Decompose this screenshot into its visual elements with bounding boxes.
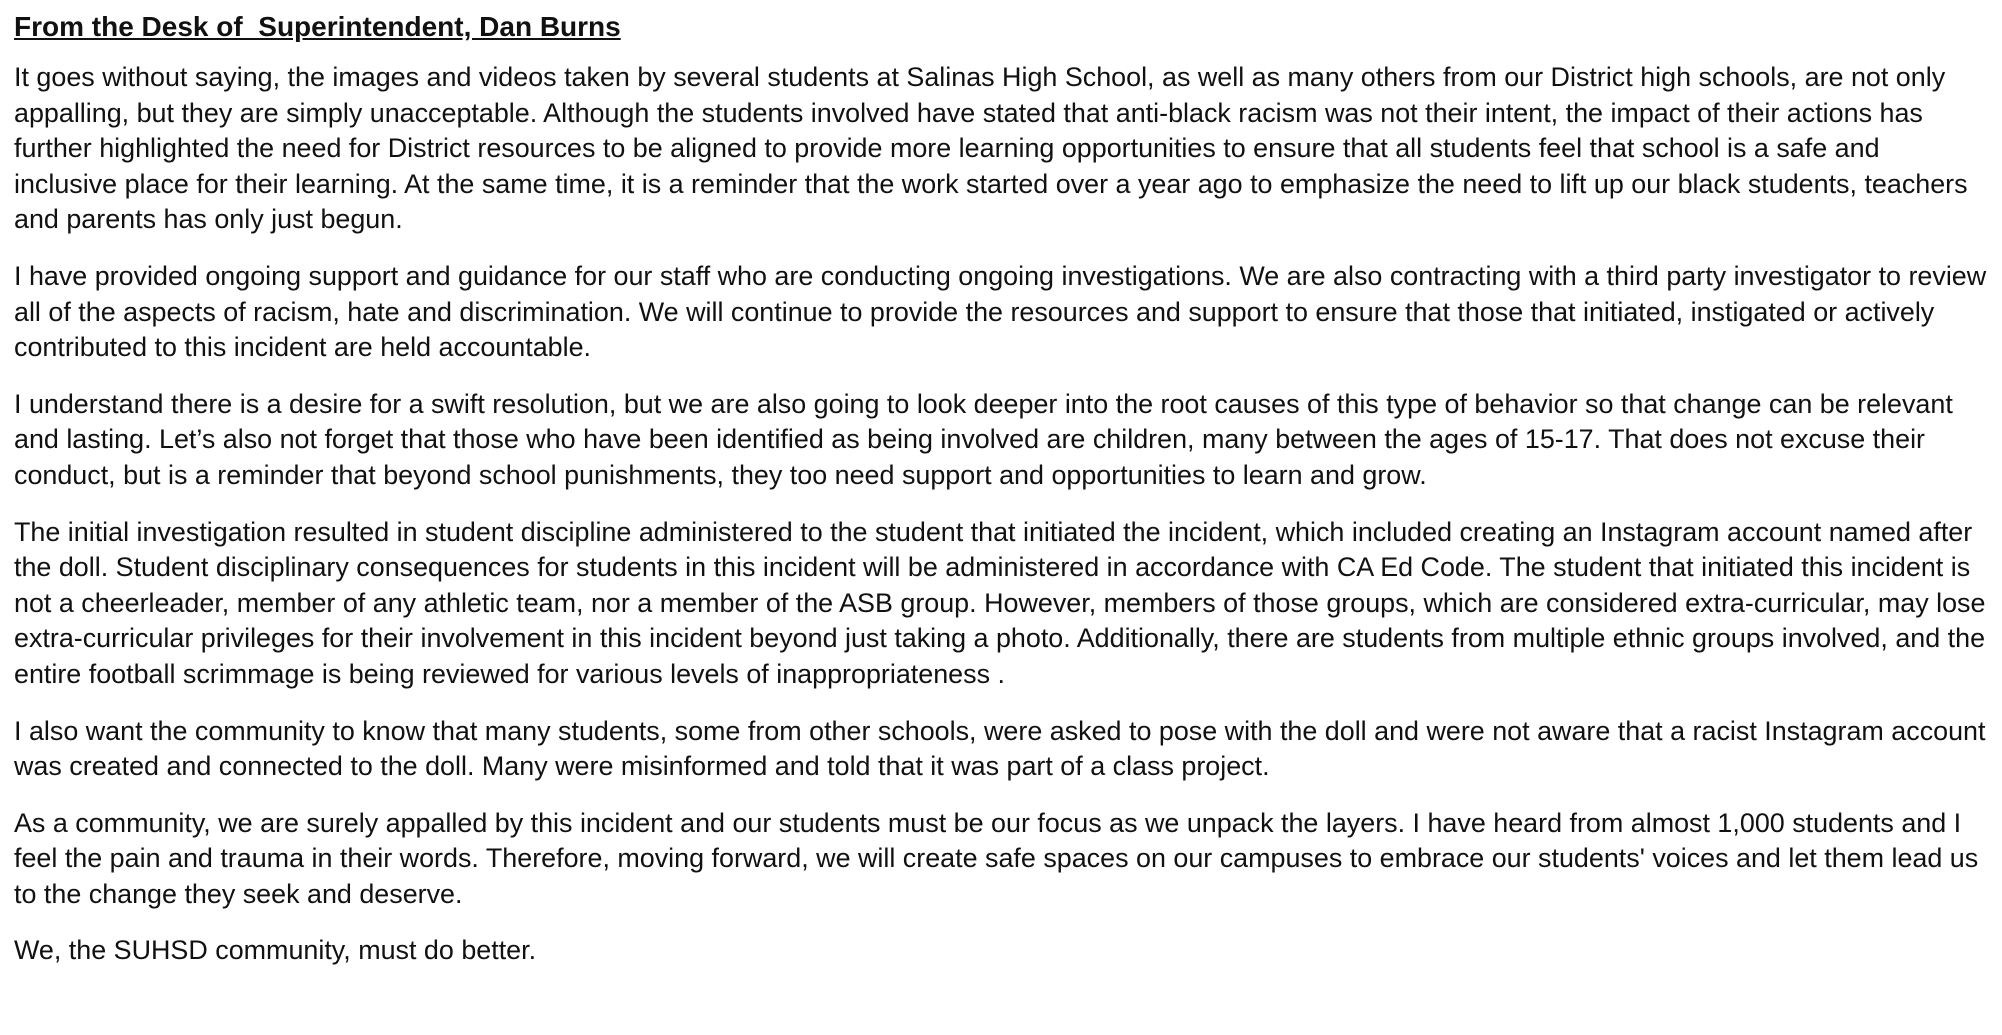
- paragraph-investigation: I have provided ongoing support and guidance for our staff who are conducting ongoing investigations. We are also contracting with a third party investigator to review all of the aspects of racism, hate and discrimination. We will continue to provide the resources and support to ensure that those that initiated, instigated or actively contributed to this incident are held accountable.: [14, 260, 1987, 363]
- paragraph-community-awareness: I also want the community to know that many students, some from other schools, were asked to pose with the doll and were not aware that a racist Instagram account was created and connected to the doll. Many were misinformed and told that it was part of a class project.: [14, 715, 1986, 782]
- paragraph-statement: It goes without saying, the images and videos taken by several students at Salinas High School, as well as many others from our District high schools, are not only appalling, but they are simply unacceptable. Although the students involved have stated that anti-black racism was not their intent, the impact of their actions has further highlighted the need for District resources to be aligned to provide more learning opportunities to ensure that all students feel that school is a safe and inclusive place for their learning. At the same time, it is a reminder that the work started over a year ago to emphasize the need to lift up our black students, teachers and parents has only just begun.: [14, 62, 1968, 235]
- letter-heading: From the Desk of Superintendent, Dan Burns: [14, 11, 621, 42]
- paragraph-discipline: The initial investigation resulted in student discipline administered to the student that initiated the incident, which included creating an Instagram account named after the doll. Student disciplinary consequences for students in this incident will be administered in accordance with CA Ed Code. The student that initiated this incident is not a cheerleader, member of any athletic team, nor a member of the ASB group. However, members of those groups, which are considered extra-curricular, may lose extra-curricular privileges for their involvement in this incident beyond just taking a photo. Additionally, there are students from multiple ethnic groups involved, and the entire football scrimmage is being reviewed for various levels of inappropriateness .: [14, 516, 1986, 689]
- paragraph-closing: We, the SUHSD community, must do better.: [14, 935, 537, 966]
- paragraph-safe-spaces: As a community, we are surely appalled by this incident and our students must be our focus as we unpack the layers. I have heard from almost 1,000 students and I feel the pain and trauma in their words. Therefore, moving forward, we will create safe spaces on our campuses to embrace our students' voices and let them lead us to the change they seek and deserve.: [14, 807, 1979, 909]
- paragraph-resolution: I understand there is a desire for a swift resolution, but we are also going to look deeper into the root causes of this type of behavior so that change can be relevant and lasting. Let’s also not forget that those who have been identified as being involved are children, many between the ages of 15-17. That does not excuse their conduct, but is a reminder that beyond school punishments, they too need support and opportunities to learn and grow.: [14, 388, 1953, 490]
